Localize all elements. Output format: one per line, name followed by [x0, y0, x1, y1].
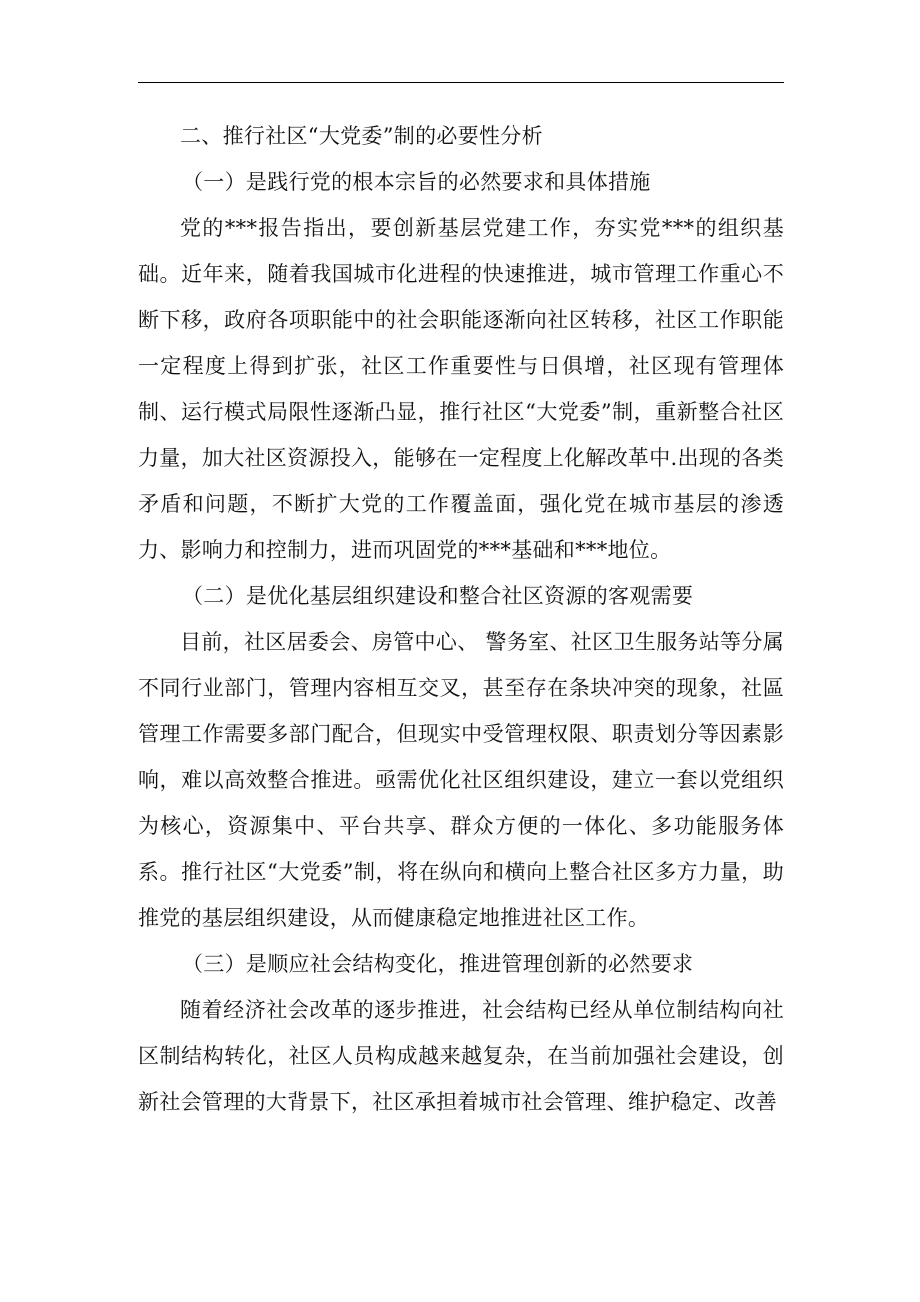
header-rule: [138, 82, 784, 83]
subsection-heading-2: （二）是优化基层组织建设和整合社区资源的客观需要: [182, 584, 694, 608]
paragraph-2: 目前，社区居委会、房管中心、 警务室、社区卫生服务站等分属不同行业部门，管理内容相互交叉，甚至存在条块冲突的现象，社區管理工作需要多部门配合，但现实中受管理权限、职责划分等因素影响，难以高效整合推进。亟需优化社区组织建设，建立一套以党组织为核心，资源集中、平台共享、群众方便的一体化、多功能服务体系。推行社区“大党委”制，将在纵向和横向上整合社区多方力量，助推党的基层组织建设，从而健康稳定地推进社区工作。: [138, 630, 784, 930]
subsection-heading-3: （三）是顺应社会结构变化，推进管理创新的必然要求: [182, 952, 694, 976]
paragraph-3: 随着经济社会改革的逐步推进，社会结构已经从单位制结构向社区制结构转化，社区人员构成越来越复杂，在当前加强社会建设，创新社会管理的大背景下，社区承担着城市社会管理、维护稳定、改善: [138, 998, 784, 1114]
section-title: 二、推行社区“大党委”制的必要性分析: [180, 124, 543, 148]
subsection-heading-1: （一）是践行党的根本宗旨的必然要求和具体措施: [182, 170, 651, 194]
document-body: [138, 113, 784, 1125]
paragraph-1: 党的***报告指出，要创新基层党建工作，夯实党***的组织基础。近年来，随着我国城市化进程的快速推进，城市管理工作重心不断下移，政府各项职能中的社会职能逐渐向社区转移，社区工作职能一定程度上得到扩张，社区工作重要性与日俱增，社区现有管理体制、运行模式局限性逐渐凸显，推行社区“大党委”制，重新整合社区力量，加大社区资源投入，能够在一定程度上化解改革中.出现的各类矛盾和问题，不断扩大党的工作覆盖面，强化党在城市基层的渗透力、影响力和控制力，进而巩固党的***基础和***地位。: [138, 216, 784, 562]
